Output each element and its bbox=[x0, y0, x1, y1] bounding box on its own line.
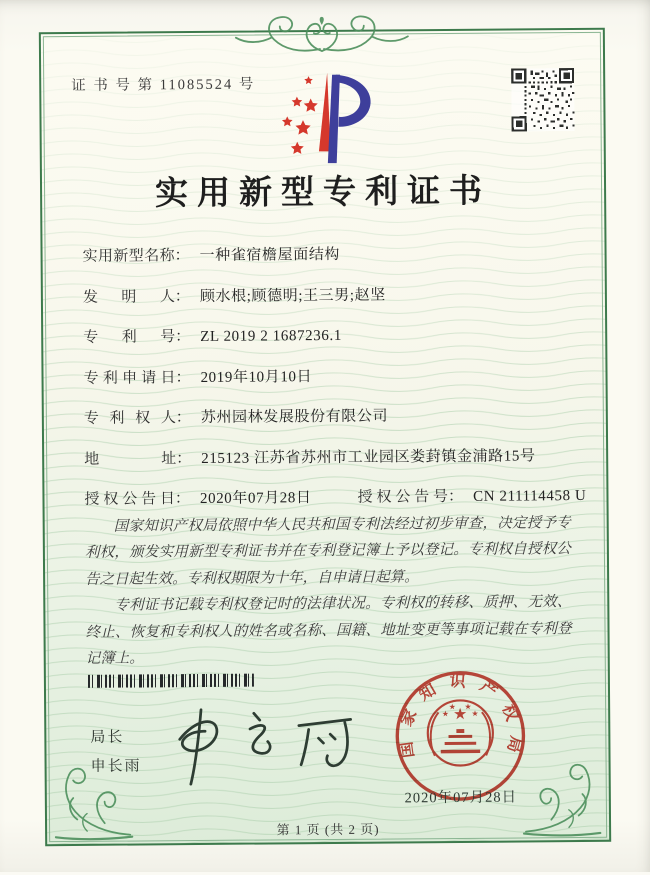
field-value: 215123 江苏省苏州市工业园区娄葑镇金浦路15号 bbox=[201, 447, 536, 467]
field-row-patentee bbox=[84, 403, 586, 430]
legal-paragraph-1: 国家知识产权局依照中华人民共和国专利法经过初步审查，决定授予专利权，颁发实用新型专利证书并在专利登记簿上予以登记。专利权自授权公告之日起生效。专利权期限为十年，自申请日起算。 bbox=[84, 515, 571, 588]
field-value: 2019年10月10日 bbox=[200, 368, 313, 386]
field-label: 地址 bbox=[84, 450, 177, 468]
barcode-icon bbox=[88, 674, 254, 688]
handwritten-signature-icon bbox=[152, 698, 368, 792]
page-number: 第 1 页 (共 2 页) bbox=[276, 821, 380, 838]
field-colon: ： bbox=[174, 248, 190, 265]
field-row-name bbox=[82, 241, 584, 268]
field-value: 顾水根;顾德明;王三男;赵坚 bbox=[199, 287, 386, 305]
top-flourish-ornament bbox=[212, 6, 432, 58]
field-value: 一种雀宿檐屋面结构 bbox=[199, 246, 341, 264]
field-row-patent-number bbox=[83, 322, 585, 349]
seal-text: 国家知识产权局 bbox=[395, 671, 526, 767]
legal-text bbox=[85, 510, 572, 672]
director-title: 局长 bbox=[90, 728, 125, 746]
director-name: 申长雨 bbox=[90, 757, 142, 775]
field-colon: ： bbox=[447, 488, 464, 506]
certificate-fields bbox=[82, 241, 586, 528]
qr-code-icon bbox=[511, 68, 574, 131]
field-label: 授权公告号 bbox=[357, 489, 449, 506]
svg-text:★: ★ bbox=[471, 709, 479, 719]
certificate-number: 证 书 号 第 11085524 号 bbox=[71, 76, 256, 94]
field-colon: ： bbox=[175, 329, 191, 346]
national-emblem-icon bbox=[428, 700, 494, 766]
field-row-address bbox=[84, 443, 586, 470]
field-value: 苏州园林发展股份有限公司 bbox=[200, 408, 389, 426]
svg-text:★: ★ bbox=[448, 702, 456, 712]
field-label: 实用新型名称 bbox=[82, 248, 175, 265]
field-colon: ： bbox=[176, 450, 192, 467]
svg-text:★: ★ bbox=[441, 709, 449, 719]
field-label: 专利权人 bbox=[83, 410, 176, 427]
field-label: 专利申请日 bbox=[83, 369, 176, 387]
field-label: 专利号 bbox=[83, 329, 176, 346]
field-row-filing-date bbox=[83, 362, 585, 389]
field-colon: ： bbox=[174, 491, 191, 508]
svg-text:★: ★ bbox=[453, 706, 468, 724]
field-value: CN 211114458 U bbox=[472, 487, 587, 505]
legal-paragraph-2: 专利证书记载专利权登记时的法律状况。专利权的转移、质押、无效、终止、恢复和专利权人的姓名或名称、国籍、地址变更等事项记载在专利登记簿上。 bbox=[85, 594, 572, 667]
field-value: ZL 2019 2 1687236.1 bbox=[200, 327, 342, 345]
cnipa-logo-icon bbox=[273, 68, 382, 169]
field-colon: ： bbox=[175, 369, 191, 386]
field-colon: ： bbox=[174, 288, 190, 305]
field-colon: ： bbox=[175, 410, 191, 427]
svg-text:★: ★ bbox=[464, 702, 472, 712]
field-row-inventors bbox=[83, 281, 585, 308]
field-row-grant bbox=[84, 484, 586, 511]
field-label: 发明人 bbox=[82, 288, 175, 306]
certificate-title: 实用新型专利证书 bbox=[154, 173, 492, 213]
field-value: 2020年07月28日 bbox=[199, 490, 312, 507]
seal-date: 2020年07月28日 bbox=[404, 789, 518, 807]
field-label: 授权公告日 bbox=[84, 491, 176, 508]
